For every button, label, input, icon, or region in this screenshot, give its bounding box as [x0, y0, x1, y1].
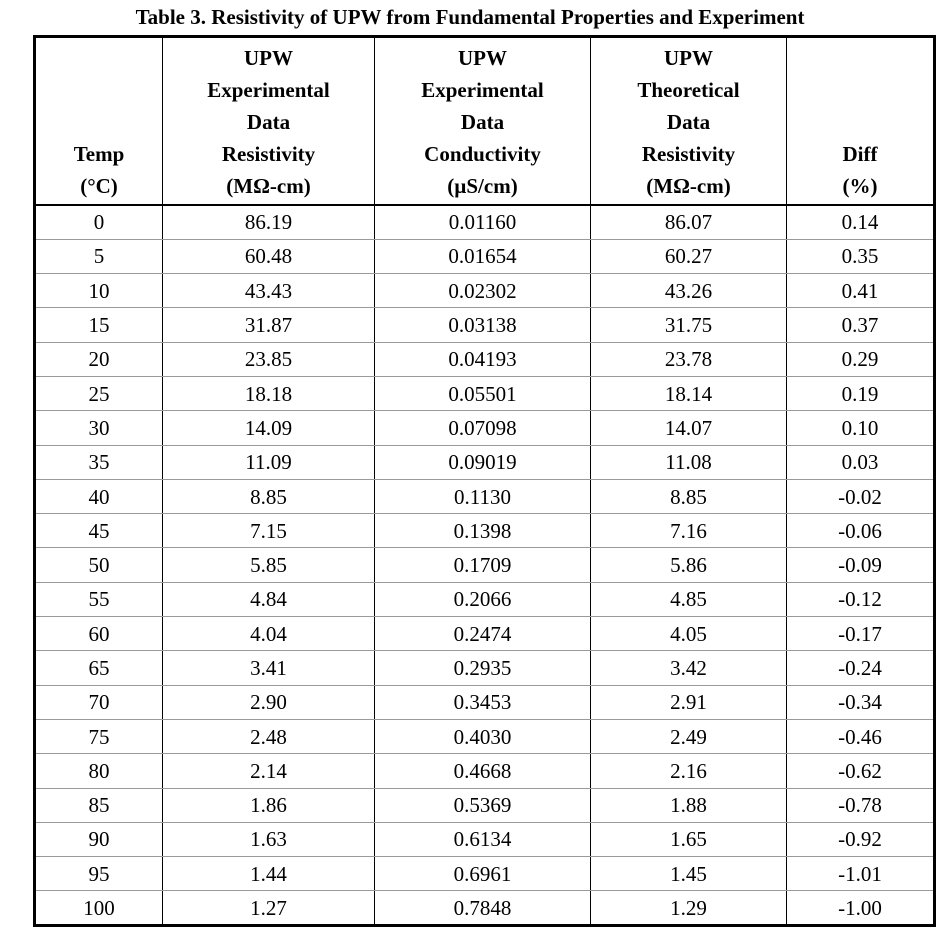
table-row [35, 754, 935, 788]
cell-temp: 90 [35, 822, 163, 856]
cell-diff: -0.24 [787, 651, 935, 685]
cell-diff: 0.41 [787, 274, 935, 308]
cell-temp: 10 [35, 274, 163, 308]
cell-temp: 35 [35, 445, 163, 479]
header-diff [787, 37, 935, 206]
cell-exp-conductivity: 0.2066 [375, 582, 591, 616]
cell-exp-conductivity: 0.6134 [375, 822, 591, 856]
cell-exp-resistivity: 2.14 [163, 754, 375, 788]
cell-temp: 85 [35, 788, 163, 822]
header-line: Resistivity [221, 142, 316, 166]
cell-exp-resistivity: 60.48 [163, 239, 375, 273]
cell-theo-resistivity: 23.78 [591, 342, 787, 376]
cell-theo-resistivity: 11.08 [591, 445, 787, 479]
cell-exp-resistivity: 1.44 [163, 857, 375, 891]
cell-diff: -0.78 [787, 788, 935, 822]
header-line: Data [460, 110, 505, 134]
table-row [35, 308, 935, 342]
cell-diff: -0.06 [787, 514, 935, 548]
cell-theo-resistivity: 2.16 [591, 754, 787, 788]
cell-exp-resistivity: 1.27 [163, 891, 375, 925]
cell-theo-resistivity: 86.07 [591, 205, 787, 239]
cell-exp-conductivity: 0.7848 [375, 891, 591, 925]
cell-diff: -0.02 [787, 479, 935, 513]
header-line: Resistivity [641, 142, 736, 166]
header-line: Data [246, 110, 291, 134]
cell-theo-resistivity: 60.27 [591, 239, 787, 273]
cell-exp-conductivity: 0.4030 [375, 719, 591, 753]
cell-temp: 55 [35, 582, 163, 616]
cell-diff: -1.00 [787, 891, 935, 925]
cell-exp-resistivity: 18.18 [163, 376, 375, 410]
cell-theo-resistivity: 7.16 [591, 514, 787, 548]
cell-exp-conductivity: 0.5369 [375, 788, 591, 822]
header-line: Data [666, 110, 711, 134]
cell-exp-conductivity: 0.6961 [375, 857, 591, 891]
header-temp [35, 37, 163, 206]
cell-exp-conductivity: 0.1709 [375, 548, 591, 582]
cell-exp-conductivity: 0.04193 [375, 342, 591, 376]
cell-temp: 60 [35, 617, 163, 651]
header-line: Theoretical [637, 78, 740, 102]
table-row [35, 342, 935, 376]
cell-diff: 0.37 [787, 308, 935, 342]
cell-temp: 95 [35, 857, 163, 891]
cell-diff: -0.12 [787, 582, 935, 616]
cell-diff: 0.03 [787, 445, 935, 479]
table-row [35, 239, 935, 273]
table-row [35, 822, 935, 856]
cell-theo-resistivity: 8.85 [591, 479, 787, 513]
cell-temp: 40 [35, 479, 163, 513]
cell-diff: -0.34 [787, 685, 935, 719]
cell-theo-resistivity: 1.65 [591, 822, 787, 856]
cell-diff: -0.92 [787, 822, 935, 856]
cell-temp: 100 [83, 895, 115, 920]
cell-temp: 15 [35, 308, 163, 342]
table-row [35, 617, 935, 651]
table-row [35, 857, 935, 891]
table-row [35, 548, 935, 582]
cell-exp-resistivity: 2.90 [163, 685, 375, 719]
cell-exp-resistivity: 4.84 [163, 582, 375, 616]
cell-exp-resistivity: 14.09 [163, 411, 375, 445]
header-unit: (°C) [80, 174, 118, 198]
cell-theo-resistivity: 4.85 [591, 582, 787, 616]
cell-temp: 45 [35, 514, 163, 548]
cell-exp-conductivity: 0.03138 [375, 308, 591, 342]
cell-exp-conductivity: 0.3453 [375, 685, 591, 719]
cell-theo-resistivity: 1.45 [591, 857, 787, 891]
cell-exp-conductivity: 0.4668 [375, 754, 591, 788]
header-theo-resistivity [591, 37, 787, 206]
cell-diff: 0.29 [787, 342, 935, 376]
cell-exp-resistivity: 3.41 [163, 651, 375, 685]
header-line: Diff [842, 142, 878, 166]
cell-exp-conductivity: 0.01160 [375, 205, 591, 239]
cell-temp: 75 [35, 719, 163, 753]
cell-theo-resistivity: 3.42 [591, 651, 787, 685]
table-row [35, 376, 935, 410]
table-row [35, 445, 935, 479]
header-line: Experimental [421, 78, 544, 102]
cell-temp: 80 [35, 754, 163, 788]
header-line: Temp [73, 142, 125, 166]
header-line: UPW [458, 46, 507, 70]
cell-diff: 0.10 [787, 411, 935, 445]
table-row [35, 788, 935, 822]
header-line: Experimental [207, 78, 330, 102]
header-row [35, 37, 935, 206]
header-unit: (MΩ-cm) [646, 174, 731, 198]
cell-exp-resistivity: 23.85 [163, 342, 375, 376]
cell-temp: 0 [35, 205, 163, 239]
cell-exp-conductivity: 0.01654 [375, 239, 591, 273]
table-row [35, 514, 935, 548]
table-row [35, 651, 935, 685]
cell-theo-resistivity: 2.49 [591, 719, 787, 753]
cell-theo-resistivity: 1.88 [591, 788, 787, 822]
table-row [35, 411, 935, 445]
cell-diff: 0.14 [787, 205, 935, 239]
cell-temp: 20 [35, 342, 163, 376]
header-unit: (µS/cm) [447, 174, 518, 198]
cell-theo-resistivity: 2.91 [591, 685, 787, 719]
table-body [35, 205, 935, 925]
cell-exp-resistivity: 8.85 [163, 479, 375, 513]
cell-exp-resistivity: 4.04 [163, 617, 375, 651]
cell-temp: 70 [35, 685, 163, 719]
cell-exp-conductivity: 0.2935 [375, 651, 591, 685]
cell-theo-resistivity: 31.75 [591, 308, 787, 342]
header-line: Conductivity [424, 142, 541, 166]
cell-diff: 0.35 [787, 239, 935, 273]
cell-temp: 65 [35, 651, 163, 685]
cell-exp-resistivity: 1.86 [163, 788, 375, 822]
cell-exp-conductivity: 0.1130 [375, 479, 591, 513]
cell-diff: -0.62 [787, 754, 935, 788]
cell-exp-resistivity: 11.09 [163, 445, 375, 479]
header-unit: (MΩ-cm) [226, 174, 311, 198]
table-header [35, 37, 935, 206]
cell-temp: 25 [35, 376, 163, 410]
cell-exp-resistivity: 5.85 [163, 548, 375, 582]
cell-exp-conductivity: 0.05501 [375, 376, 591, 410]
cell-temp: 50 [35, 548, 163, 582]
cell-exp-resistivity: 86.19 [163, 205, 375, 239]
cell-exp-resistivity: 2.48 [163, 719, 375, 753]
cell-diff: -0.17 [787, 617, 935, 651]
header-exp-conductivity [375, 37, 591, 206]
cell-diff: 0.19 [787, 376, 935, 410]
table-row [35, 582, 935, 616]
table-row [35, 719, 935, 753]
cell-exp-conductivity: 0.2474 [375, 617, 591, 651]
cell-theo-resistivity: 18.14 [591, 376, 787, 410]
cell-exp-conductivity: 0.02302 [375, 274, 591, 308]
table-row [35, 274, 935, 308]
table-row [35, 479, 935, 513]
cell-theo-resistivity: 43.26 [591, 274, 787, 308]
cell-diff: -0.09 [787, 548, 935, 582]
cell-theo-resistivity: 4.05 [591, 617, 787, 651]
cell-exp-conductivity: 0.07098 [375, 411, 591, 445]
cell-exp-conductivity: 0.1398 [375, 514, 591, 548]
cell-theo-resistivity: 14.07 [591, 411, 787, 445]
table-row [35, 891, 935, 925]
cell-temp: 30 [35, 411, 163, 445]
table-title: Table 3. Resistivity of UPW from Fundamental Properties and Experiment [135, 5, 805, 29]
cell-theo-resistivity: 5.86 [591, 548, 787, 582]
cell-temp: 5 [35, 239, 163, 273]
cell-diff: -1.01 [787, 857, 935, 891]
header-unit: (%) [842, 174, 878, 198]
header-line: UPW [244, 46, 293, 70]
table-row [35, 685, 935, 719]
cell-exp-resistivity: 31.87 [163, 308, 375, 342]
cell-exp-resistivity: 1.63 [163, 822, 375, 856]
header-line: UPW [664, 46, 713, 70]
cell-exp-conductivity: 0.09019 [375, 445, 591, 479]
cell-exp-resistivity: 7.15 [163, 514, 375, 548]
cell-exp-resistivity: 43.43 [163, 274, 375, 308]
cell-diff: -0.46 [787, 719, 935, 753]
resistivity-table [33, 35, 936, 927]
header-exp-resistivity [163, 37, 375, 206]
cell-theo-resistivity: 1.29 [591, 891, 787, 925]
table-row [35, 205, 935, 239]
